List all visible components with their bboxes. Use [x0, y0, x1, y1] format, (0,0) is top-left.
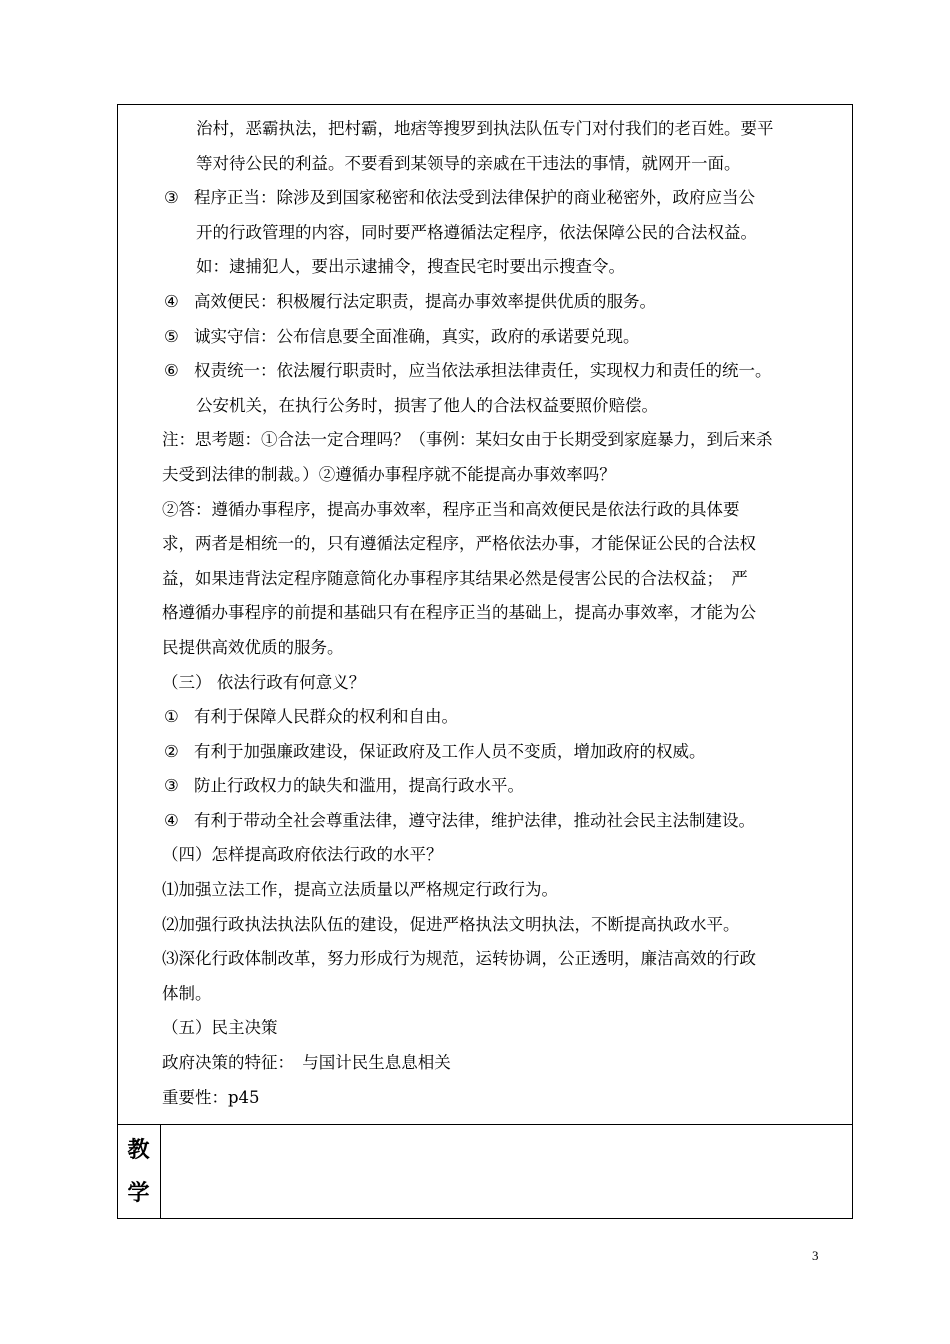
list-number: ③ [164, 776, 179, 796]
text-line: 公安机关，在执行公务时，损害了他人的合法权益要照价赔偿。 [196, 395, 658, 415]
list-number: ② [164, 741, 179, 761]
list-item-text: 程序正当：除涉及到国家秘密和依法受到法律保护的商业秘密外，政府应当公 [194, 188, 755, 208]
text-line: 政府决策的特征： 与国计民生息息相关 [162, 1053, 451, 1073]
side-label-char-1: 教 [127, 1138, 150, 1163]
text-line: 开的行政管理的内容，同时要严格遵循法定程序，依法保障公民的合法权益。 [196, 222, 757, 242]
list-item-text: 有利于保障人民群众的权利和自由。 [194, 707, 458, 727]
text-line [162, 354, 850, 389]
text-line: 夫受到法律的制裁。）②遵循办事程序就不能提高办事效率吗？ [162, 464, 616, 484]
side-label-char-2: 学 [127, 1181, 150, 1206]
column-divider [160, 1124, 161, 1219]
text-line: ⑶深化行政体制改革，努力形成行为规范，运转协调，公正透明，廉洁高效的行政 [162, 949, 756, 969]
text-line: 如：逮捕犯人，要出示逮捕令，搜查民宅时要出示搜查令。 [196, 257, 625, 277]
text-line: 民提供高效优质的服务。 [162, 637, 344, 657]
list-item-text: 权责统一：依法履行职责时，应当依法承担法律责任，实现权力和责任的统一。 [194, 361, 772, 381]
list-item-text: 诚实守信：公布信息要全面准确，真实，政府的承诺要兑现。 [194, 326, 640, 346]
text-line: 求，两者是相统一的，只有遵循法定程序，严格依法办事，才能保证公民的合法权 [162, 534, 756, 554]
text-line [162, 804, 850, 839]
text-line [162, 181, 850, 216]
list-number: ④ [164, 291, 179, 311]
text-line [162, 320, 850, 355]
text-line: （三） 依法行政有何意义？ [162, 672, 366, 692]
text-line [162, 735, 850, 770]
list-number: ③ [164, 188, 179, 208]
list-item-text: 防止行政权力的缺失和滥用，提高行政水平。 [194, 776, 524, 796]
text-line: （五）民主决策 [162, 1018, 278, 1038]
list-number: ① [164, 707, 179, 727]
text-line: 益，如果违背法定程序随意简化办事程序其结果必然是侵害公民的合法权益； 严 [162, 568, 748, 588]
text-line [162, 285, 850, 320]
text-line: 治村，恶霸执法，把村霸，地痞等搜罗到执法队伍专门对付我们的老百姓。要平 [196, 119, 774, 138]
text-line: 注：思考题：①合法一定合理吗？（事例：某妇女由于长期受到家庭暴力，到后来杀 [162, 430, 773, 450]
text-line: 格遵循办事程序的前提和基础只有在程序正当的基础上，提高办事效率，才能为公 [162, 603, 756, 623]
text-line: （四）怎样提高政府依法行政的水平？ [162, 845, 443, 865]
text-line [162, 769, 850, 804]
list-item-text: 有利于加强廉政建设，保证政府及工作人员不变质，增加政府的权威。 [194, 741, 706, 761]
text-line: 体制。 [162, 983, 212, 1003]
list-item-text: 有利于带动全社会尊重法律，遵守法律，维护法律，推动社会民主法制建设。 [194, 810, 755, 830]
row-divider [117, 1124, 853, 1125]
text-line [162, 700, 850, 735]
list-number: ⑥ [164, 361, 179, 381]
text-line: ⑵加强行政执法执法队伍的建设，促进严格执法文明执法，不断提高执政水平。 [162, 914, 740, 934]
text-line: 等对待公民的利益。不要看到某领导的亲戚在干违法的事情，就网开一面。 [196, 153, 741, 173]
document-body [162, 112, 850, 1115]
page-number: 3 [812, 1248, 819, 1263]
text-line: ②答：遵循办事程序，提高办事效率，程序正当和高效便民是依法行政的具体要 [162, 499, 740, 519]
list-number: ④ [164, 810, 179, 830]
list-number: ⑤ [164, 326, 179, 346]
text-line: 重要性：p45 [162, 1087, 260, 1107]
list-item-text: 高效便民：积极履行法定职责，提高办事效率提供优质的服务。 [194, 291, 656, 311]
text-line: ⑴加强立法工作，提高立法质量以严格规定行政行为。 [162, 880, 558, 900]
